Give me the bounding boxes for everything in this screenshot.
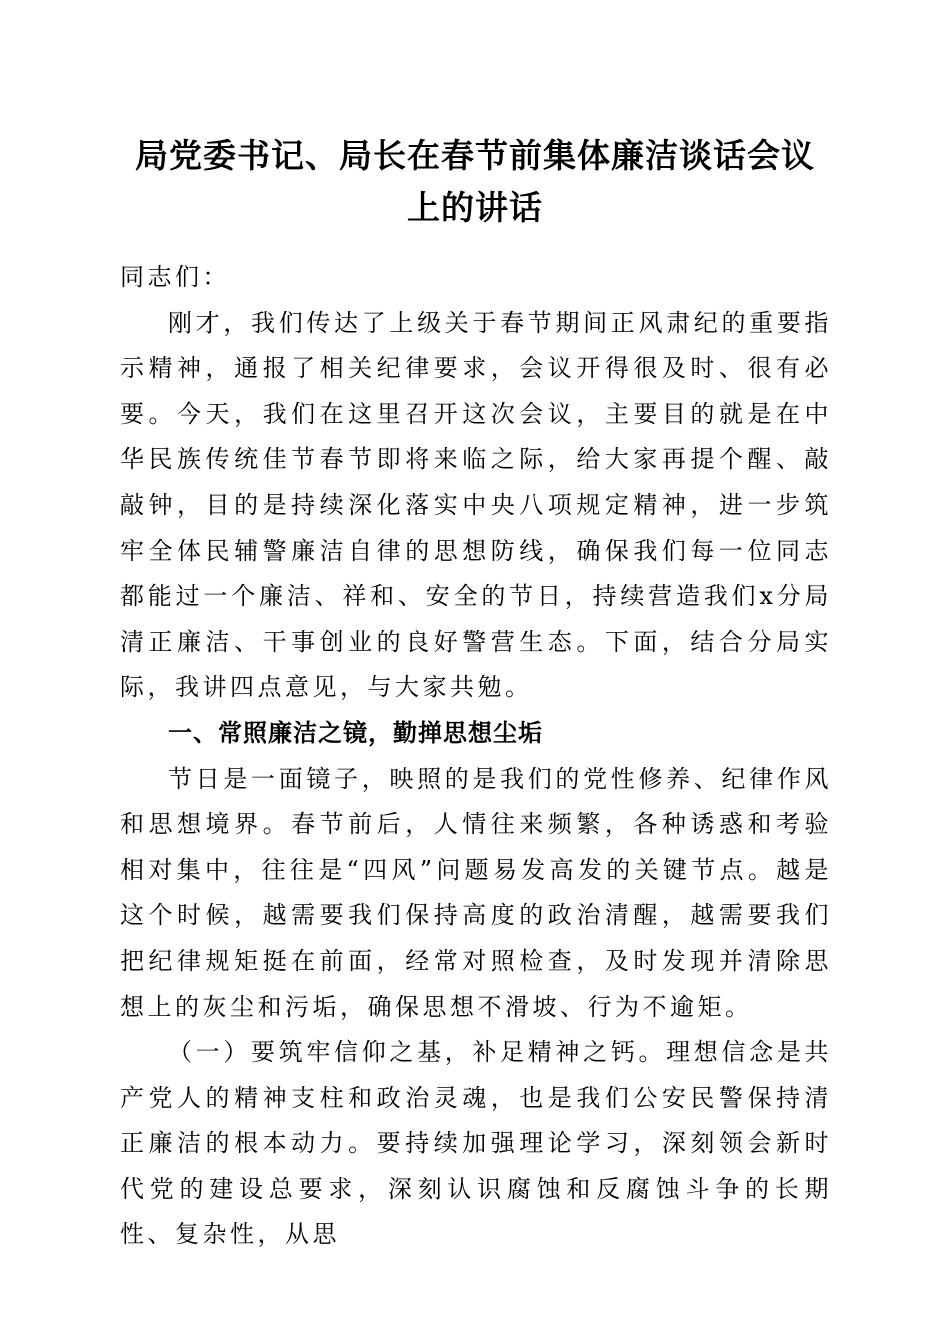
title-line-1: 局党委书记、局长在春节前集体廉洁谈话会议: [135, 136, 815, 175]
title-line-2: 上的讲话: [407, 188, 543, 227]
paragraph-intro: 刚才，我们传达了上级关于春节期间正风肃纪的重要指示精神，通报了相关纪律要求，会议开得很及时、很有必要。今天，我们在这里召开这次会议，主要目的就是在中华民族传统佳节春节即将来临之际，给大家再提个醒、敲敲钟，目的是持续深化落实中央八项规定精神，进一步筑牢全体民辅警廉洁自律的思想防线，确保我们每一位同志都能过一个廉洁、祥和、安全的节日，持续营造我们x分局清正廉洁、干事创业的良好警营生态。下面，结合分局实际，我讲四点意见，与大家共勉。: [120, 308, 832, 702]
document-body: [120, 255, 832, 1258]
salutation: 同志们：: [120, 263, 230, 291]
section-heading-1: 一、常照廉洁之镜，勤掸思想尘垢: [168, 718, 543, 747]
paragraph-subsection-1: （一）要筑牢信仰之基，补足精神之钙。理想信念是共产党人的精神支柱和政治灵魂，也是我们公安民警保持清正廉洁的根本动力。要持续加强理论学习，深刻领会新时代党的建设总要求，深刻认识腐蚀和反腐蚀斗争的长期性、复杂性，从思: [120, 1038, 832, 1249]
document-title: [100, 130, 850, 234]
paragraph-section-1: 节日是一面镜子，映照的是我们的党性修养、纪律作风和思想境界。春节前后，人情往来频繁，各种诱惑和考验相对集中，往往是“四风”问题易发高发的关键节点。越是这个时候，越需要我们保持高度的政治清醒，越需要我们把纪律规矩挺在前面，经常对照检查，及时发现并清除思想上的灰尘和污垢，确保思想不滑坡、行为不逾矩。: [120, 764, 832, 1021]
